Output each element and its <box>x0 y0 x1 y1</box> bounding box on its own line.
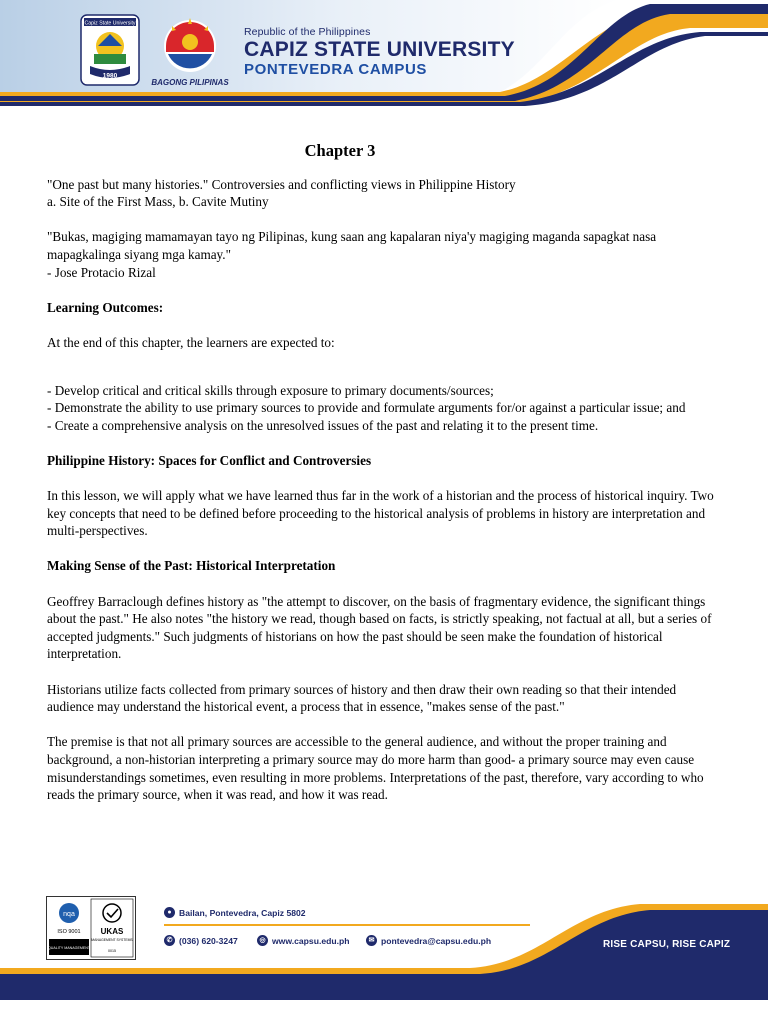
learning-outcomes-intro: At the end of this chapter, the learners are expected to: <box>47 334 335 350</box>
footer-divider <box>164 924 530 926</box>
envelope-icon: ✉ <box>366 935 377 946</box>
rizal-quote: "Bukas, magiging mamamayan tayo ng Pilipinas, kung saan ang kapalaran niya'y magiging maganda sapagkat nasa mapagkalinga siyang mga kamay." <box>47 229 657 262</box>
learning-outcome-item: - Demonstrate the ability to use primary sources to provide and formulate arguments for/or against a particular issue; and <box>47 400 686 416</box>
campus-name: PONTEVEDRA CAMPUS <box>244 61 427 78</box>
university-name: CAPIZ STATE UNIVERSITY <box>244 38 515 61</box>
cert-number: 0015 <box>108 949 116 953</box>
nqa-label: nqa <box>63 911 75 918</box>
capsu-seal-logo <box>80 14 140 86</box>
location-pin-icon: ● <box>164 907 175 918</box>
qm-label: QUALITY MANAGEMENT <box>47 946 91 950</box>
bp-text: BAGONG PILIPINAS <box>151 78 229 87</box>
ms-label: MANAGEMENT SYSTEMS <box>91 938 133 942</box>
iso-certification-badge <box>46 896 136 960</box>
section-heading: Philippine History: Spaces for Conflict and Controversies <box>47 452 372 468</box>
section-paragraph: Geoffrey Barraclough defines history as "the attempt to discover, on the basis of fragmentary evidence, the significant things about the past." He also notes "the history we read, though based on facts, is strictly speaking, not factual at all, but a series of accepted judgments." Such judgments of historians on how the past should be seen make the foundation of historical interpretation. <box>47 593 712 662</box>
footer-address <box>164 907 306 918</box>
footer-website[interactable] <box>257 935 350 946</box>
footer-slogan: RISE CAPSU, RISE CAPIZ <box>603 939 731 950</box>
document-body <box>47 142 723 804</box>
topic-sub: a. Site of the First Mass, b. Cavite Mutiny <box>47 194 269 210</box>
page-header <box>0 0 768 110</box>
header-text <box>244 26 515 79</box>
page-footer <box>0 880 768 1024</box>
bagong-pilipinas-logo <box>148 12 232 88</box>
section-paragraph: In this lesson, we will apply what we have learned thus far in the work of a historian and the process of historical inquiry. Two key concepts that need to be defined before proceeding to the historical analysis of problems in history are interpretation and multi-perspectives. <box>47 488 714 539</box>
footer-email[interactable] <box>366 935 491 946</box>
learning-outcome-item: - Develop critical and critical skills through exposure to primary documents/sources; <box>47 382 494 398</box>
footer-phone <box>164 935 238 946</box>
globe-icon: ◎ <box>257 935 268 946</box>
quote-author: - Jose Protacio Rizal <box>47 264 156 280</box>
section-paragraph: The premise is that not all primary sources are accessible to the general audience, and without the proper training and background, a non-historian interpreting a primary source may do more harm than good- a primary source may even cause misunderstandings sometimes, even resulting in more problems. Interpretations of the past, therefore, vary according to who reads the primary source, when it was read, and how it was read. <box>47 734 704 803</box>
learning-outcomes-heading: Learning Outcomes: <box>47 299 164 315</box>
chapter-title: Chapter 3 <box>304 141 376 160</box>
topic-line: "One past but many histories." Controversies and conflicting views in Philippine History <box>47 176 516 192</box>
phone-text: (036) 620-3247 <box>179 935 238 946</box>
address-text: Bailan, Pontevedra, Capiz 5802 <box>179 907 306 918</box>
email-text[interactable]: pontevedra@capsu.edu.ph <box>381 935 492 946</box>
iso-label: ISO 9001 <box>57 929 81 935</box>
website-text[interactable]: www.capsu.edu.ph <box>272 935 350 946</box>
section-heading: Making Sense of the Past: Historical Interpretation <box>47 558 336 574</box>
seal-text: Capiz State University <box>84 20 136 27</box>
seal-year: 1980 <box>102 72 118 80</box>
ukas-label: UKAS <box>100 927 124 936</box>
learning-outcome-item: - Create a comprehensive analysis on the unresolved issues of the past and relating it to the present time. <box>47 417 599 433</box>
section-paragraph: Historians utilize facts collected from primary sources of history and then draw their own reading so that their intended audience may understand the historical event, a process that in essence, "makes sense of the past." <box>47 681 677 715</box>
republic-label: Republic of the Philippines <box>244 26 371 38</box>
phone-icon: ✆ <box>164 935 175 946</box>
